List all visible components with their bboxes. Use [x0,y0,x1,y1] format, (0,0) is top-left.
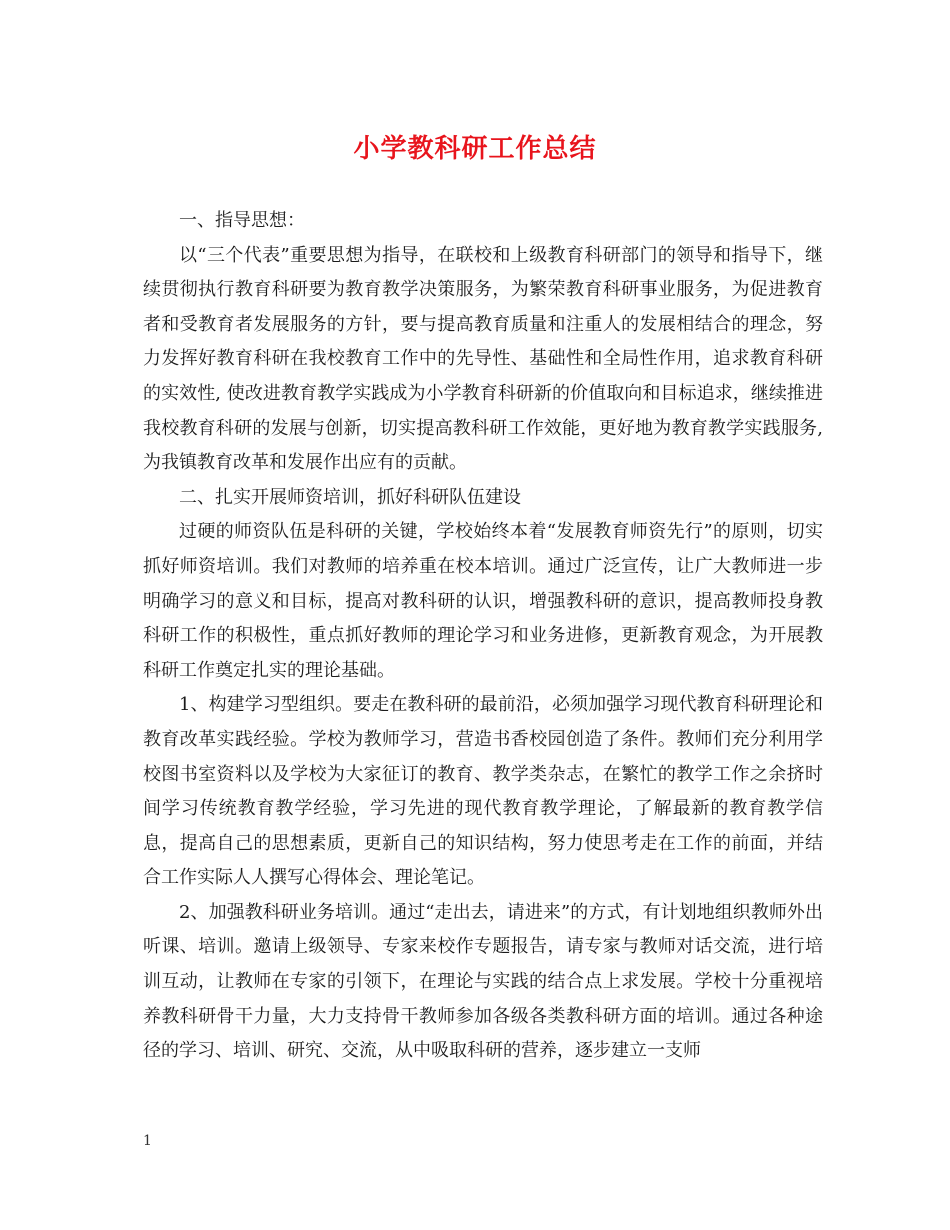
paragraph-teacher-training: 过硬的师资队伍是科研的关键，学校始终本着“发展教育师资先行”的原则，切实抓好师资培训。我们对教师的培养重在校本培训。通过广泛宣传，让广大教师进一步明确学习的意义和目标，提高对教科研的认识，增强教科研的意识，提高教师投身教科研工作的积极性，重点抓好教师的理论学习和业务进修，更新教育观念，为开展教科研工作奠定扎实的理论基础。 [143,521,823,681]
paragraph-learning-organization: 1、构建学习型组织。要走在教科研的最前沿，必须加强学习现代教育科研理论和教育改革实践经验。学校为教师学习，营造书香校园创造了条件。教师们充分利用学校图书室资料以及学校为大家征订的教育、教学类杂志，在繁忙的教学工作之余挤时间学习传统教育教学经验，学习先进的现代教育教学理论，了解最新的教育教学信息，提高自己的思想素质，更新自己的知识结构，努力使思考走在工作的前面，并结合工作实际人人撰写心得体会、理论笔记。 [143,694,823,889]
section-heading-guiding-ideology: 一、指导思想： [179,210,305,231]
paragraph-research-training: 2、加强教科研业务培训。通过“走出去，请进来”的方式，有计划地组织教师外出听课、培训。邀请上级领导、专家来校作专题报告，请专家与教师对话交流，进行培训互动，让教师在专家的引领下，在理论与实践的结合点上求发展。学校十分重视培养教科研骨干力量，大力支持骨干教师参加各级各类教科研方面的培训。通过各种途径的学习、培训、研究、交流，从中吸取科研的营养，逐步建立一支师 [143,901,823,1062]
page-number: 1 [143,1133,152,1149]
document-title: 小学教科研工作总结 [353,134,597,164]
document-body [143,204,823,1069]
paragraph-guiding-ideology: 以“三个代表”重要思想为指导，在联校和上级教育科研部门的领导和指导下，继续贯彻执行教育科研要为教育教学决策服务，为繁荣教育科研事业服务，为促进教育者和受教育者发展服务的方针，要与提高教育质量和注重人的发展相结合的理念，努力发挥好教育科研在我校教育工作中的先导性、基础性和全局性作用，追求教育科研的实效性, 使改进教育教学实践成为小学教育科研新的价值取向和目标追求，继续推进我校教育科研的发展与创新，切实提高教科研工作效能，更好地为教育教学实践服务,为我镇教育改革和发展作出应有的贡献。 [143,244,823,474]
section-heading-teacher-training: 二、扎实开展师资培训，抓好科研队伍建设 [179,486,521,508]
